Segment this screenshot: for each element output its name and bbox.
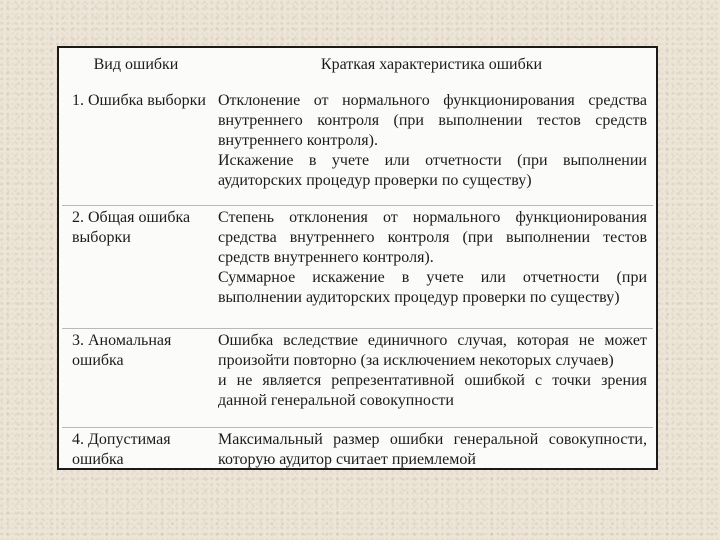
description-paragraph: Максимальный размер ошибки генеральной совокупности, которую аудитор считает приемлемой bbox=[218, 431, 647, 468]
error-description-cell bbox=[210, 206, 653, 329]
error-types-table-wrap bbox=[62, 51, 653, 468]
header-error-description: Краткая характеристика ошибки bbox=[320, 56, 543, 73]
table-header-row bbox=[62, 51, 653, 89]
table-row bbox=[62, 89, 653, 206]
error-type-cell: 3. Аномальная ошибка bbox=[62, 329, 210, 428]
slide-card bbox=[57, 46, 658, 470]
error-description-cell bbox=[210, 428, 653, 481]
description-paragraph: Ошибка вследствие единичного случая, которая не может произойти повторно (за исключением некоторых случаев) bbox=[218, 332, 647, 369]
table-row bbox=[62, 428, 653, 481]
description-paragraph: и не является репрезентативной ошибкой с точки зрения данной генеральной совокупности bbox=[218, 372, 647, 409]
error-type-cell: 1. Ошибка выборки bbox=[72, 92, 206, 109]
header-error-type: Вид ошибки bbox=[93, 56, 179, 73]
error-description-cell bbox=[210, 89, 653, 206]
error-description-cell bbox=[210, 329, 653, 428]
error-type-cell: 2. Общая ошибка выборки bbox=[62, 206, 210, 329]
table-row bbox=[62, 329, 653, 428]
error-type-cell: 4. Допустимая ошибка bbox=[62, 428, 210, 481]
table-row bbox=[62, 206, 653, 329]
description-paragraph: Отклонение от нормального функционирования средства внутреннего контроля (при выполнении тестов средств внутреннего контроля). bbox=[218, 92, 647, 149]
description-paragraph: Степень отклонения от нормального функционирования средства внутреннего контроля (при выполнении тестов средств внутреннего контроля). bbox=[218, 209, 647, 266]
description-paragraph: Суммарное искажение в учете или отчетности (при выполнении аудиторских процедур проверки по существу) bbox=[218, 269, 647, 306]
error-types-table bbox=[62, 51, 653, 480]
description-paragraph: Искажение в учете или отчетности (при выполнении аудиторских процедур проверки по существу) bbox=[218, 152, 647, 189]
